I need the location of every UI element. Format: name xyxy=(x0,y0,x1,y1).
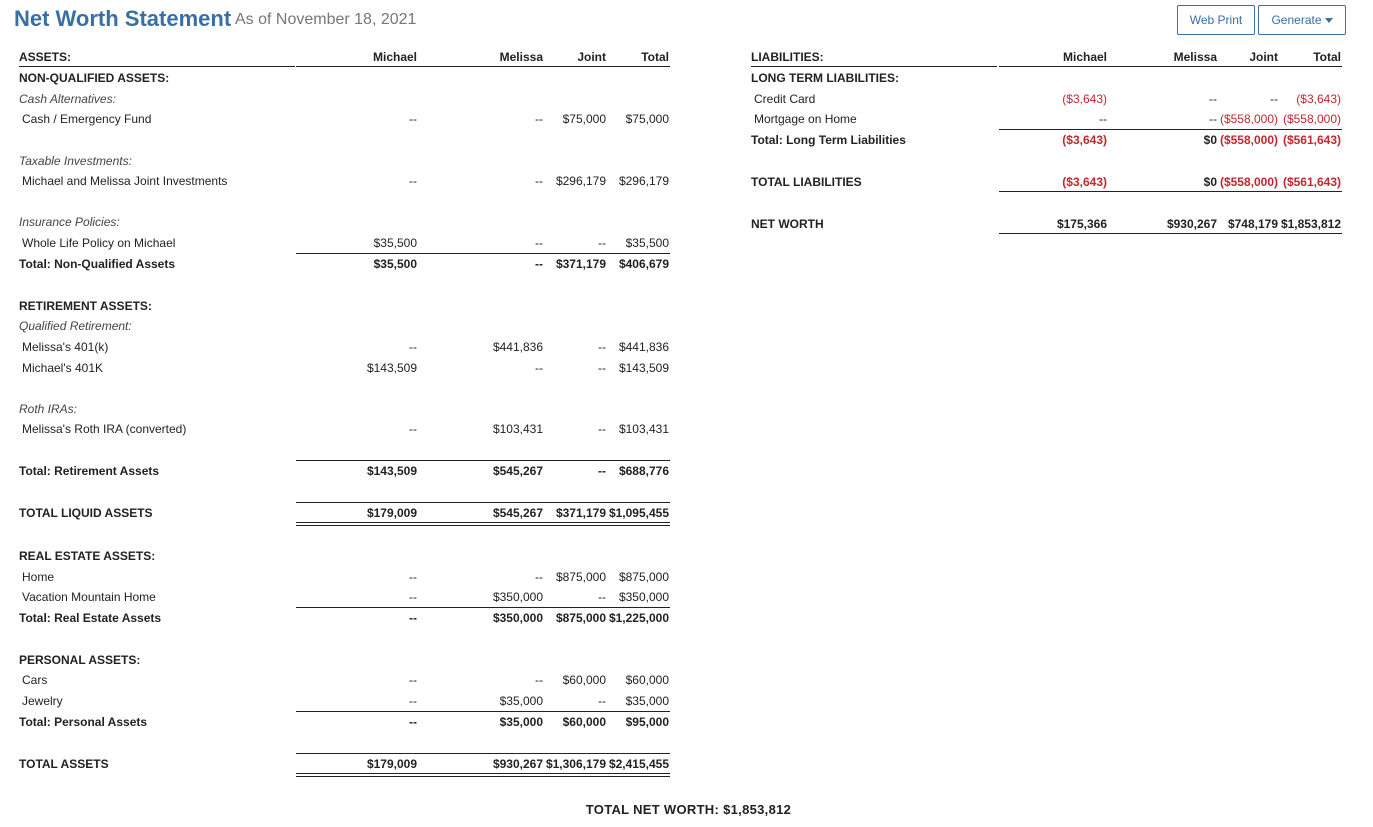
asset-cell-total: $35,500 xyxy=(625,236,669,250)
asset-row-label: Cars xyxy=(22,673,48,687)
asset-row-label: RETIREMENT ASSETS: xyxy=(19,299,152,313)
asset-subtotal-rule xyxy=(296,711,670,712)
liab-cell-joint: ($558,000) xyxy=(1219,112,1278,126)
asset-cell-melissa: -- xyxy=(535,361,543,375)
asset-row-label: Roth IRAs: xyxy=(19,402,78,416)
asset-cell-total: $35,000 xyxy=(625,694,669,708)
generate-dropdown-button[interactable] xyxy=(1258,5,1346,35)
liab-col-melissa: Melissa xyxy=(1173,50,1217,64)
asset-cell-michael: -- xyxy=(409,174,417,188)
liab-cell-michael: $175,366 xyxy=(1056,217,1107,231)
liab-cell-michael: ($3,643) xyxy=(1062,133,1107,147)
asset-cell-melissa: -- xyxy=(535,236,543,250)
asset-cell-total: $60,000 xyxy=(625,673,669,687)
total-net-worth-value: $1,853,812 xyxy=(723,802,792,817)
asset-cell-michael: -- xyxy=(409,112,417,126)
asset-cell-joint: -- xyxy=(598,361,606,375)
liab-header-rule xyxy=(751,66,997,67)
assets-col-melissa: Melissa xyxy=(499,50,543,64)
asset-grand-bottom-rule xyxy=(296,522,670,526)
asset-grand-top-rule xyxy=(296,502,670,503)
asset-subtotal-rule xyxy=(296,253,670,254)
asset-row-label: Michael's 401K xyxy=(22,361,103,375)
liab-cell-michael: ($3,643) xyxy=(1062,175,1107,189)
liab-cell-melissa: $0 xyxy=(1203,175,1217,189)
asset-row-label: Total: Retirement Assets xyxy=(19,464,160,478)
asset-row-label: Insurance Policies: xyxy=(19,215,120,229)
assets-col-joint: Joint xyxy=(577,50,606,64)
assets-col-michael: Michael xyxy=(372,50,417,64)
asset-cell-total: $75,000 xyxy=(625,112,669,126)
liab-row-label: TOTAL LIABILITIES xyxy=(751,175,862,189)
liab-grand-bottom-rule xyxy=(999,233,1342,234)
asset-cell-joint: $1,306,179 xyxy=(545,757,606,771)
asset-grand-top-rule xyxy=(296,753,670,754)
liab-cell-melissa: $930,267 xyxy=(1166,217,1217,231)
asset-cell-joint: -- xyxy=(598,422,606,436)
asset-cell-total: $1,225,000 xyxy=(608,611,669,625)
asset-cell-joint: $875,000 xyxy=(555,570,606,584)
assets-header-rule xyxy=(19,66,295,67)
asset-row-label: Melissa's 401(k) xyxy=(22,340,109,354)
asset-row-label: REAL ESTATE ASSETS: xyxy=(19,549,156,563)
liab-row-label: Total: Long Term Liabilities xyxy=(751,133,906,147)
asset-cell-total: $441,836 xyxy=(618,340,669,354)
asset-row-label: TOTAL LIQUID ASSETS xyxy=(19,506,153,520)
asset-cell-total: $688,776 xyxy=(618,464,669,478)
asset-cell-melissa: $35,000 xyxy=(499,694,543,708)
liab-cell-michael: ($3,643) xyxy=(1062,92,1107,106)
asset-cell-michael: $35,500 xyxy=(373,257,417,271)
liab-col-joint: Joint xyxy=(1249,50,1278,64)
liab-row-label: LONG TERM LIABILITIES: xyxy=(751,71,899,85)
asset-cell-melissa: $350,000 xyxy=(492,611,543,625)
asset-cell-michael: $179,009 xyxy=(366,757,417,771)
asset-cell-joint: $875,000 xyxy=(555,611,606,625)
asset-cell-michael: $143,509 xyxy=(366,361,417,375)
liab-cell-joint: -- xyxy=(1270,92,1278,106)
asset-row-label: Qualified Retirement: xyxy=(19,319,132,333)
asset-row-label: NON-QUALIFIED ASSETS: xyxy=(19,71,170,85)
asset-cell-joint: $296,179 xyxy=(555,174,606,188)
asset-row-label: Cash / Emergency Fund xyxy=(22,112,152,126)
liab-cell-total: ($561,643) xyxy=(1282,175,1341,189)
asset-cell-michael: -- xyxy=(409,570,417,584)
asset-cell-joint: $60,000 xyxy=(562,715,606,729)
page-subtitle: As of November 18, 2021 xyxy=(235,11,417,28)
asset-cell-total: $2,415,455 xyxy=(608,757,669,771)
asset-row-label: Melissa's Roth IRA (converted) xyxy=(22,422,187,436)
liab-row-label: Mortgage on Home xyxy=(754,112,857,126)
asset-cell-total: $406,679 xyxy=(618,257,669,271)
caret-down-icon xyxy=(1325,18,1333,23)
liab-cell-melissa: $0 xyxy=(1203,133,1217,147)
asset-cell-joint: -- xyxy=(598,590,606,604)
asset-cell-michael: -- xyxy=(409,590,417,604)
asset-cell-michael: -- xyxy=(409,422,417,436)
asset-row-label: Michael and Melissa Joint Investments xyxy=(22,174,228,188)
asset-row-label: Taxable Investments: xyxy=(19,154,132,168)
asset-cell-joint: -- xyxy=(598,694,606,708)
liab-cell-melissa: -- xyxy=(1209,112,1217,126)
liab-col-total: Total xyxy=(1313,50,1341,64)
asset-cell-joint: $60,000 xyxy=(562,673,606,687)
asset-cell-total: $350,000 xyxy=(618,590,669,604)
asset-row-label: Cash Alternatives: xyxy=(19,92,116,106)
liab-cell-total: ($561,643) xyxy=(1282,133,1341,147)
page-title: Net Worth Statement xyxy=(14,6,232,31)
total-net-worth xyxy=(0,802,1373,817)
liab-header-rule xyxy=(999,66,1342,67)
asset-cell-joint: $75,000 xyxy=(562,112,606,126)
liab-row-label: Credit Card xyxy=(754,92,816,106)
asset-cell-michael: -- xyxy=(409,715,417,729)
web-print-label: Web Print xyxy=(1189,13,1243,27)
asset-cell-michael: -- xyxy=(409,673,417,687)
asset-cell-melissa: $545,267 xyxy=(492,506,543,520)
asset-row-label: Jewelry xyxy=(22,694,63,708)
asset-cell-melissa: $350,000 xyxy=(492,590,543,604)
liab-cell-total: ($558,000) xyxy=(1282,112,1341,126)
asset-cell-total: $296,179 xyxy=(618,174,669,188)
asset-cell-joint: $371,179 xyxy=(555,257,606,271)
asset-cell-total: $95,000 xyxy=(625,715,669,729)
web-print-button[interactable] xyxy=(1177,5,1255,35)
asset-row-label: TOTAL ASSETS xyxy=(19,757,109,771)
asset-cell-melissa: -- xyxy=(535,112,543,126)
liab-cell-joint: $748,179 xyxy=(1227,217,1278,231)
asset-cell-michael: $35,500 xyxy=(373,236,417,250)
asset-cell-total: $875,000 xyxy=(618,570,669,584)
liab-cell-total: ($3,643) xyxy=(1296,92,1341,106)
asset-cell-melissa: -- xyxy=(535,174,543,188)
asset-cell-michael: -- xyxy=(409,694,417,708)
asset-cell-total: $143,509 xyxy=(618,361,669,375)
asset-cell-joint: -- xyxy=(598,464,606,478)
asset-cell-melissa: $35,000 xyxy=(499,715,543,729)
liab-cell-michael: -- xyxy=(1099,112,1107,126)
asset-cell-melissa: -- xyxy=(535,673,543,687)
liab-cell-joint: ($558,000) xyxy=(1219,175,1278,189)
asset-subtotal-rule xyxy=(296,607,670,608)
asset-cell-melissa: $545,267 xyxy=(492,464,543,478)
asset-cell-melissa: $930,267 xyxy=(492,757,543,771)
liab-cell-melissa: -- xyxy=(1209,92,1217,106)
asset-cell-total: $103,431 xyxy=(618,422,669,436)
asset-subtotal-rule xyxy=(296,460,670,461)
asset-cell-melissa: $103,431 xyxy=(492,422,543,436)
liab-subtotal-rule xyxy=(999,129,1342,130)
liabilities-heading: LIABILITIES: xyxy=(751,50,824,64)
liab-cell-total: $1,853,812 xyxy=(1280,217,1341,231)
asset-cell-total: $1,095,455 xyxy=(608,506,669,520)
asset-cell-joint: -- xyxy=(598,236,606,250)
asset-cell-joint: -- xyxy=(598,340,606,354)
asset-cell-michael: -- xyxy=(409,611,417,625)
asset-row-label: PERSONAL ASSETS: xyxy=(19,653,141,667)
asset-row-label: Whole Life Policy on Michael xyxy=(22,236,176,250)
assets-heading: ASSETS: xyxy=(19,50,72,64)
asset-grand-bottom-rule xyxy=(296,773,670,777)
liab-row-label: NET WORTH xyxy=(751,217,824,231)
asset-cell-michael: $143,509 xyxy=(366,464,417,478)
asset-cell-melissa: -- xyxy=(535,257,543,271)
total-net-worth-label: TOTAL NET WORTH: xyxy=(585,802,720,817)
assets-col-total: Total xyxy=(641,50,669,64)
generate-label: Generate xyxy=(1271,13,1322,27)
asset-row-label: Vacation Mountain Home xyxy=(22,590,156,604)
asset-row-label: Total: Non-Qualified Assets xyxy=(19,257,176,271)
asset-cell-michael: -- xyxy=(409,340,417,354)
liab-col-michael: Michael xyxy=(1062,50,1107,64)
asset-row-label: Home xyxy=(22,570,55,584)
assets-header-rule xyxy=(296,66,670,67)
asset-row-label: Total: Personal Assets xyxy=(19,715,148,729)
asset-cell-michael: $179,009 xyxy=(366,506,417,520)
liab-cell-joint: ($558,000) xyxy=(1219,133,1278,147)
liab-grand-bottom-rule xyxy=(999,191,1342,192)
asset-cell-joint: $371,179 xyxy=(555,506,606,520)
asset-row-label: Total: Real Estate Assets xyxy=(19,611,162,625)
asset-cell-melissa: $441,836 xyxy=(492,340,543,354)
asset-cell-melissa: -- xyxy=(535,570,543,584)
